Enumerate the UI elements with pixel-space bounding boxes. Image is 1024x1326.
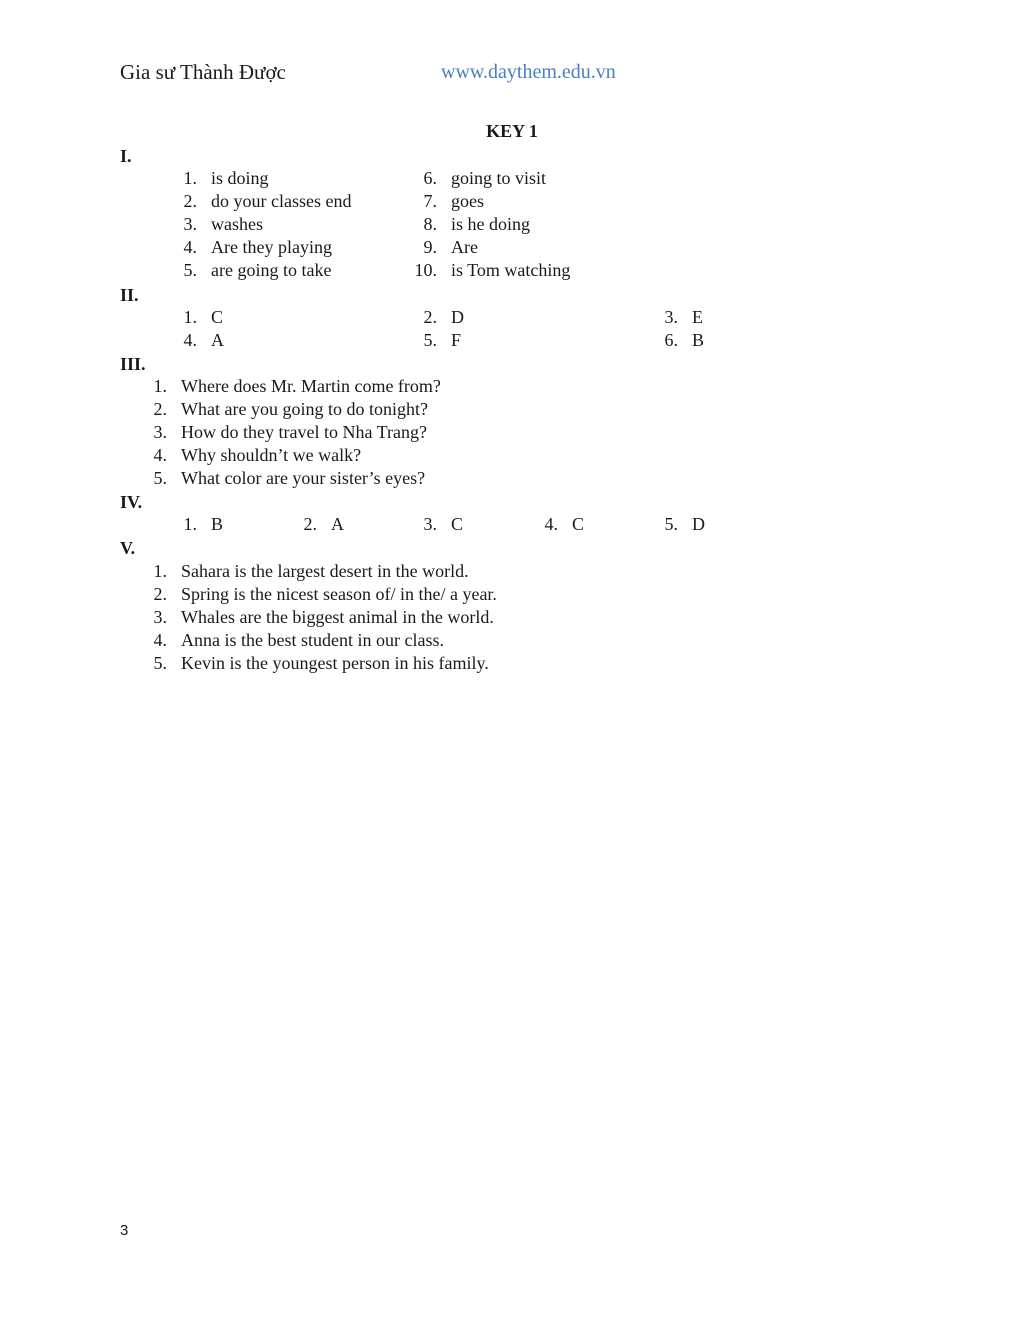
item-number: 1. [183, 514, 197, 534]
section-5-label: V. [120, 538, 136, 558]
item-text: Are [451, 237, 478, 257]
item-number: 9. [423, 237, 437, 257]
item-text: going to visit [451, 168, 547, 188]
list-item [140, 445, 361, 466]
item-number: 3. [153, 607, 167, 627]
item-text: is doing [211, 168, 269, 188]
list-item [410, 168, 546, 189]
item-text: D [451, 307, 464, 327]
list-item [140, 422, 427, 443]
item-number: 5. [153, 468, 167, 488]
item-number: 2. [183, 191, 197, 211]
item-number: 6. [664, 330, 678, 350]
item-text: Spring is the nicest season of/ in the/ a year. [181, 584, 497, 604]
item-number: 4. [183, 330, 197, 350]
item-number: 1. [183, 307, 197, 327]
list-item [410, 214, 530, 235]
item-number: 2. [423, 307, 437, 327]
item-text: goes [451, 191, 484, 211]
section-1-label: I. [120, 146, 132, 166]
item-number: 8. [423, 214, 437, 234]
answer-key-title: KEY 1 [486, 121, 538, 141]
list-item [140, 399, 428, 420]
list-item [140, 376, 441, 397]
list-item [531, 514, 584, 535]
item-text: do your classes end [211, 191, 352, 211]
item-text: are going to take [211, 260, 332, 280]
list-item [140, 607, 494, 628]
list-item [170, 191, 351, 212]
list-item [170, 260, 331, 281]
item-text: Where does Mr. Martin come from? [181, 376, 441, 396]
item-text: is Tom watching [451, 260, 571, 280]
item-text: F [451, 330, 462, 350]
item-number: 2. [153, 399, 167, 419]
item-number: 4. [544, 514, 558, 534]
header-website-link[interactable]: www.daythem.edu.vn [441, 61, 616, 83]
list-item [140, 630, 444, 651]
item-text: Kevin is the youngest person in his family. [181, 653, 489, 673]
item-number: 3. [664, 307, 678, 327]
item-number: 5. [153, 653, 167, 673]
list-item [290, 514, 344, 535]
list-item [410, 307, 464, 328]
list-item [170, 168, 269, 189]
header-tutor-name: Gia sư Thành Được [120, 60, 286, 84]
item-text: B [692, 330, 705, 350]
item-text: B [211, 514, 224, 534]
item-text: Whales are the biggest animal in the world. [181, 607, 494, 627]
item-text: D [692, 514, 705, 534]
item-text: is he doing [451, 214, 530, 234]
item-number: 4. [183, 237, 197, 257]
item-number: 4. [153, 630, 167, 650]
item-text: Anna is the best student in our class. [181, 630, 444, 650]
section-3-label: III. [120, 354, 146, 374]
item-number: 3. [183, 214, 197, 234]
item-number: 10. [414, 260, 437, 280]
item-number: 5. [423, 330, 437, 350]
item-number: 5. [183, 260, 197, 280]
item-number: 1. [153, 376, 167, 396]
item-text: What are you going to do tonight? [181, 399, 428, 419]
list-item [651, 307, 703, 328]
item-text: C [572, 514, 585, 534]
list-item [170, 307, 223, 328]
item-number: 6. [423, 168, 437, 188]
item-number: 2. [153, 584, 167, 604]
list-item [170, 237, 332, 258]
item-number: 3. [423, 514, 437, 534]
item-text: Sahara is the largest desert in the world. [181, 561, 469, 581]
item-text: C [211, 307, 224, 327]
list-item [170, 514, 223, 535]
item-text: Are they playing [211, 237, 332, 257]
list-item [140, 653, 489, 674]
item-text: E [692, 307, 703, 327]
item-text: C [451, 514, 464, 534]
item-text: What color are your sister’s eyes? [181, 468, 426, 488]
item-number: 7. [423, 191, 437, 211]
item-text: How do they travel to Nha Trang? [181, 422, 427, 442]
list-item [140, 584, 497, 605]
item-number: 1. [153, 561, 167, 581]
section-4-label: IV. [120, 492, 143, 512]
list-item [651, 514, 705, 535]
item-number: 3. [153, 422, 167, 442]
item-text: A [331, 514, 344, 534]
item-number: 5. [664, 514, 678, 534]
list-item [140, 561, 469, 582]
list-item [410, 191, 484, 212]
item-text: washes [211, 214, 263, 234]
page-number: 3 [120, 1222, 129, 1239]
section-2-label: II. [120, 285, 139, 305]
item-number: 2. [303, 514, 317, 534]
list-item [651, 330, 704, 351]
list-item [140, 468, 425, 489]
item-number: 1. [183, 168, 197, 188]
list-item [170, 214, 263, 235]
list-item [410, 330, 461, 351]
item-text: Why shouldn’t we walk? [181, 445, 362, 465]
list-item [410, 260, 570, 281]
item-number: 4. [153, 445, 167, 465]
item-text: A [211, 330, 224, 350]
list-item [410, 237, 478, 258]
list-item [170, 330, 224, 351]
list-item [410, 514, 463, 535]
